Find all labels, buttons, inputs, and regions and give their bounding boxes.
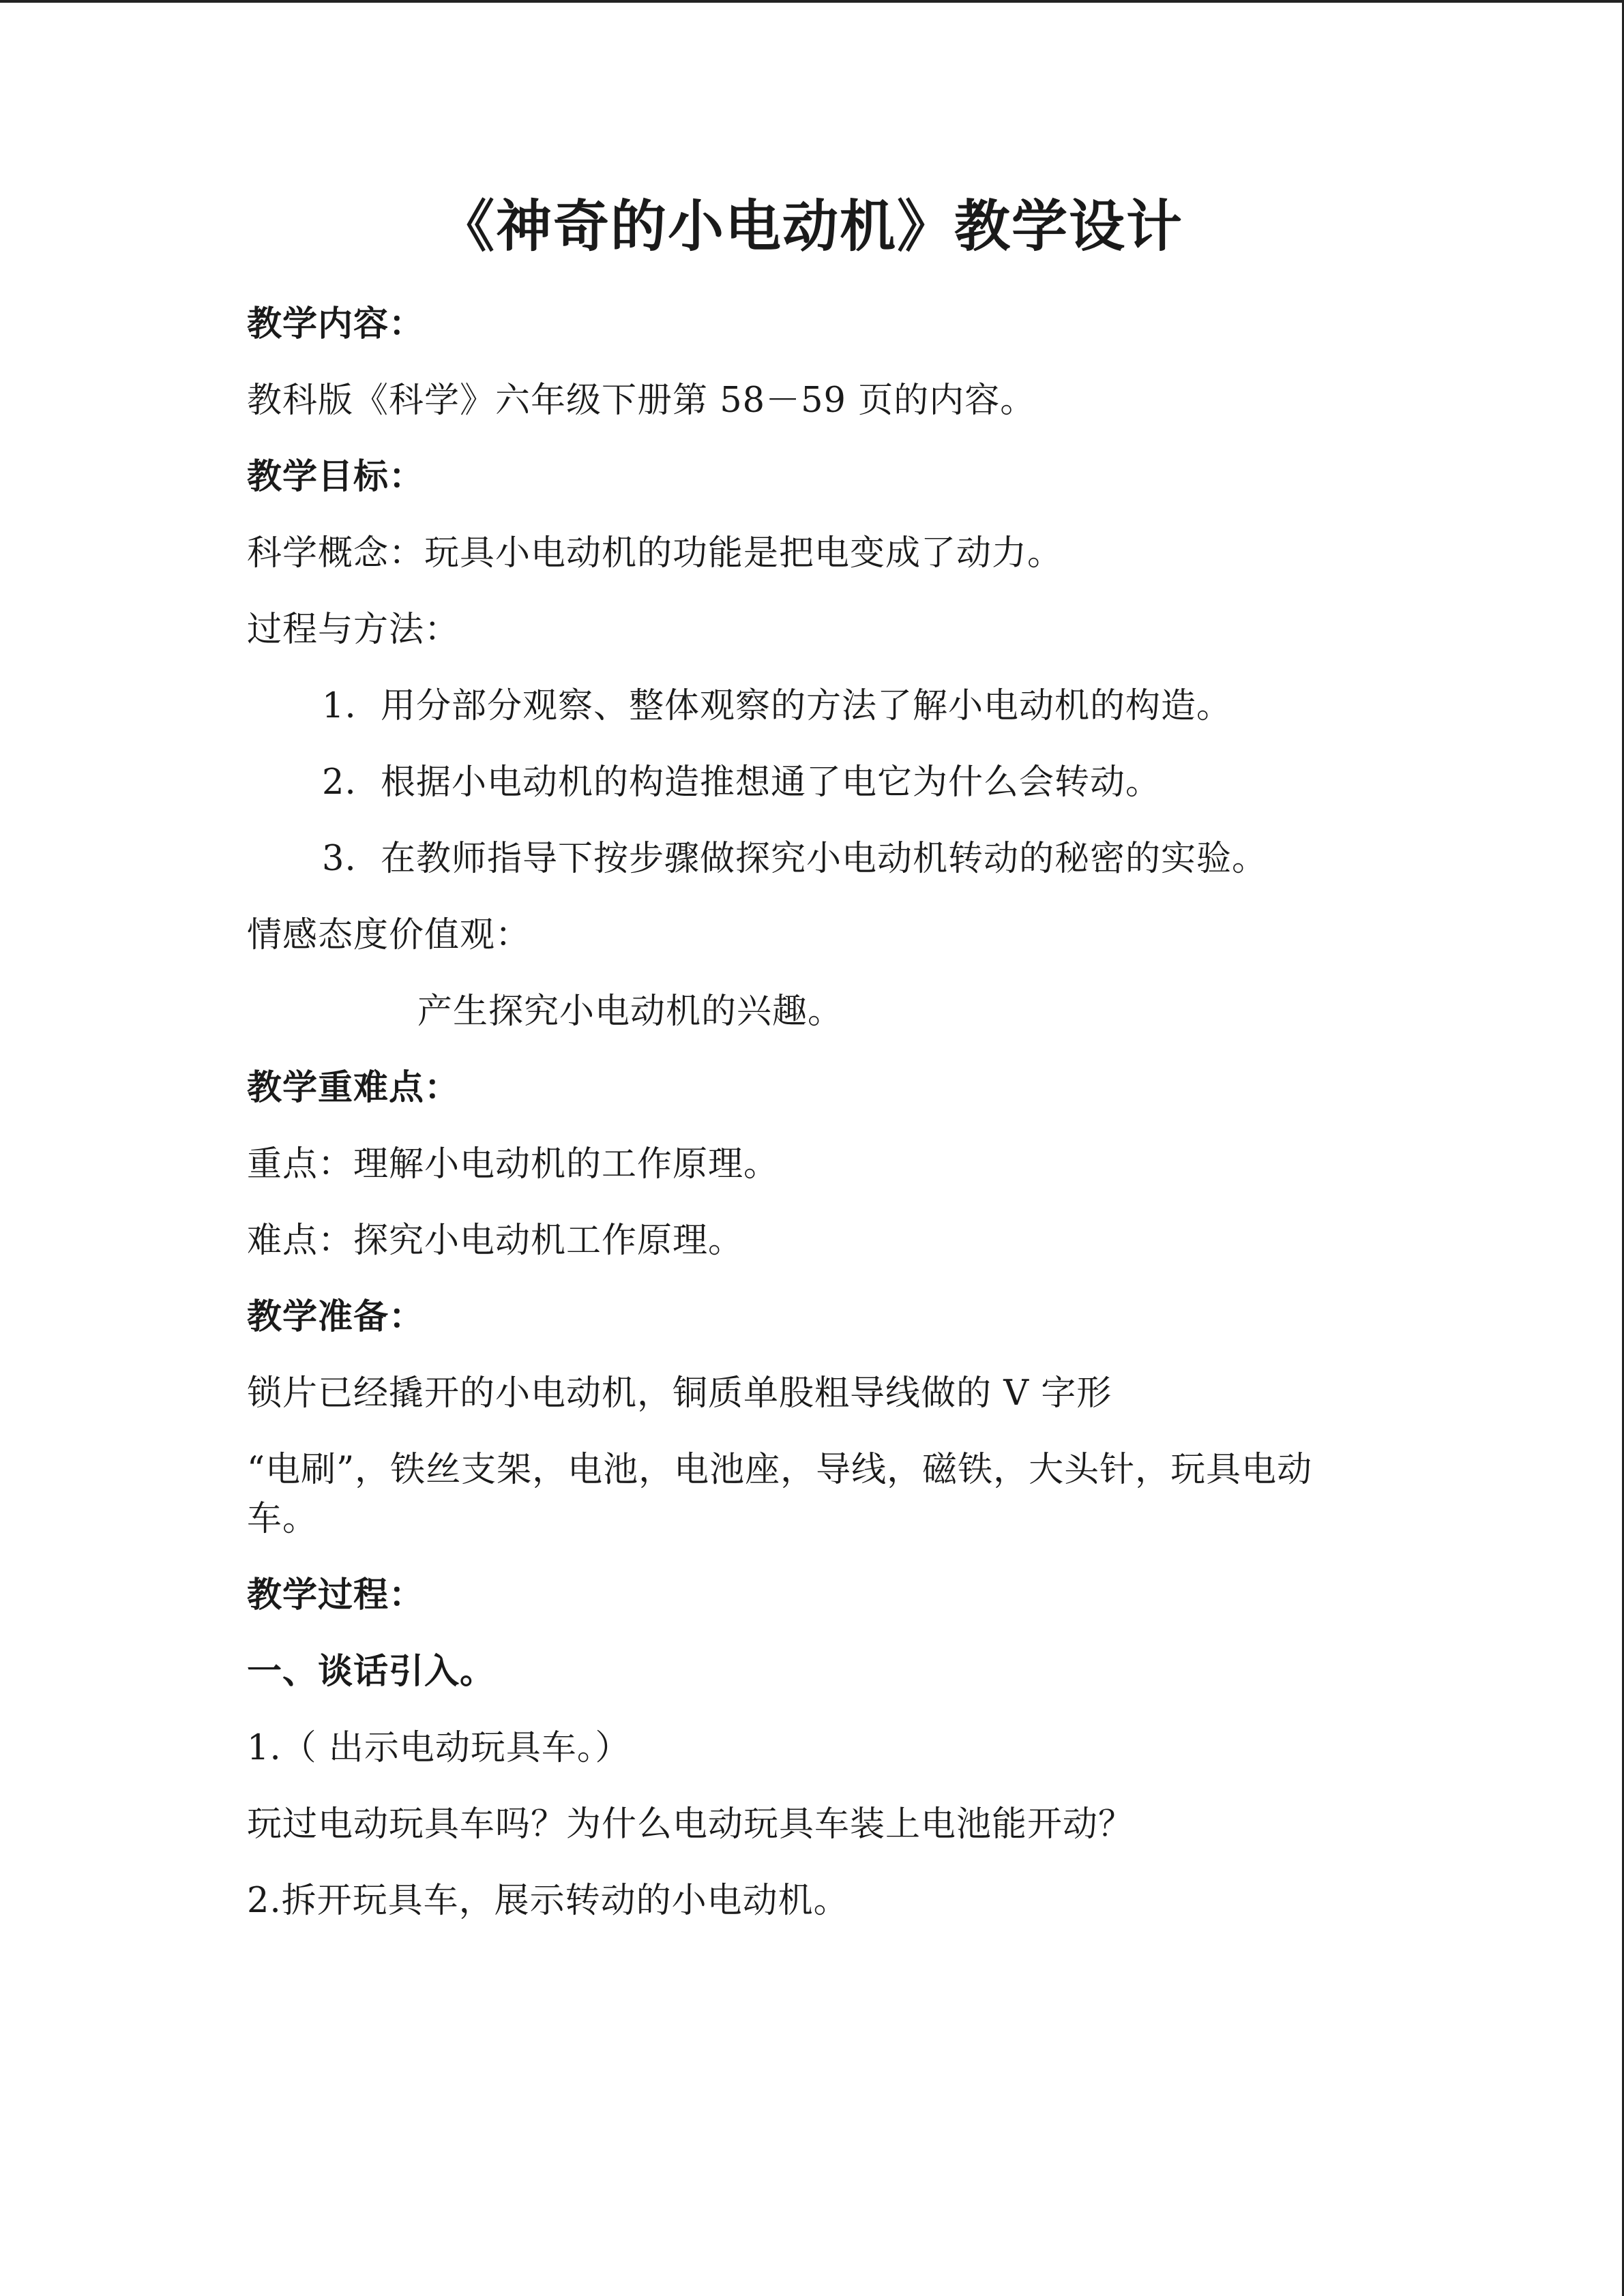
- heading-key-difficult-points: 教学重难点：: [247, 1068, 460, 1108]
- preparation-text-line2: “电刷”，铁丝支架，电池，电池座，导线，磁铁，大头针，玩具电动车。: [247, 1450, 1313, 1539]
- key-point-text: 重点：理解小电动机的工作原理。: [247, 1144, 780, 1184]
- process-item-number: 1.: [322, 686, 357, 726]
- process-item-text: 在教师指导下按步骤做探究小电动机转动的秘密的实验。: [381, 839, 1268, 879]
- attitude-text: 产生探究小电动机的兴趣。: [417, 992, 844, 1032]
- document-title: 《神奇的小电动机》教学设计: [438, 194, 1183, 259]
- step-two-text: 2.拆开玩具车，展示转动的小电动机。: [247, 1881, 849, 1921]
- heading-teaching-content: 教学内容：: [247, 304, 425, 344]
- process-item: [247, 682, 1379, 731]
- process-item: [247, 835, 1379, 884]
- heading-teaching-preparation: 教学准备：: [247, 1297, 425, 1337]
- process-item-number: 3.: [322, 839, 357, 879]
- heading-part-one: 一、谈话引入。: [247, 1652, 496, 1692]
- heading-teaching-goals: 教学目标：: [247, 457, 425, 497]
- process-method-label: 过程与方法：: [247, 610, 460, 650]
- heading-teaching-procedure: 教学过程：: [247, 1575, 425, 1615]
- process-item-text: 用分部分观察、整体观察的方法了解小电动机的构造。: [381, 686, 1232, 726]
- document-body: [247, 300, 1379, 1953]
- step-one-text: 1.（ 出示电动玩具车。）: [247, 1728, 631, 1768]
- process-item: [247, 758, 1379, 807]
- attitude-label: 情感态度价值观：: [247, 915, 531, 955]
- difficult-point-text: 难点：探究小电动机工作原理。: [247, 1221, 744, 1261]
- process-item-text: 根据小电动机的构造推想通了电它为什么会转动。: [381, 762, 1162, 803]
- preparation-text-line1: 锁片已经撬开的小电动机，铜质单股粗导线做的 V 字形: [247, 1373, 1112, 1414]
- science-concept-text: 科学概念：玩具小电动机的功能是把电变成了动力。: [247, 533, 1063, 573]
- step-one-question: 玩过电动玩具车吗？为什么电动玩具车装上电池能开动？: [247, 1804, 1134, 1845]
- process-item-number: 2.: [322, 762, 357, 803]
- teaching-content-text: 教科版《科学》六年级下册第 58－59 页的内容。: [247, 381, 1036, 421]
